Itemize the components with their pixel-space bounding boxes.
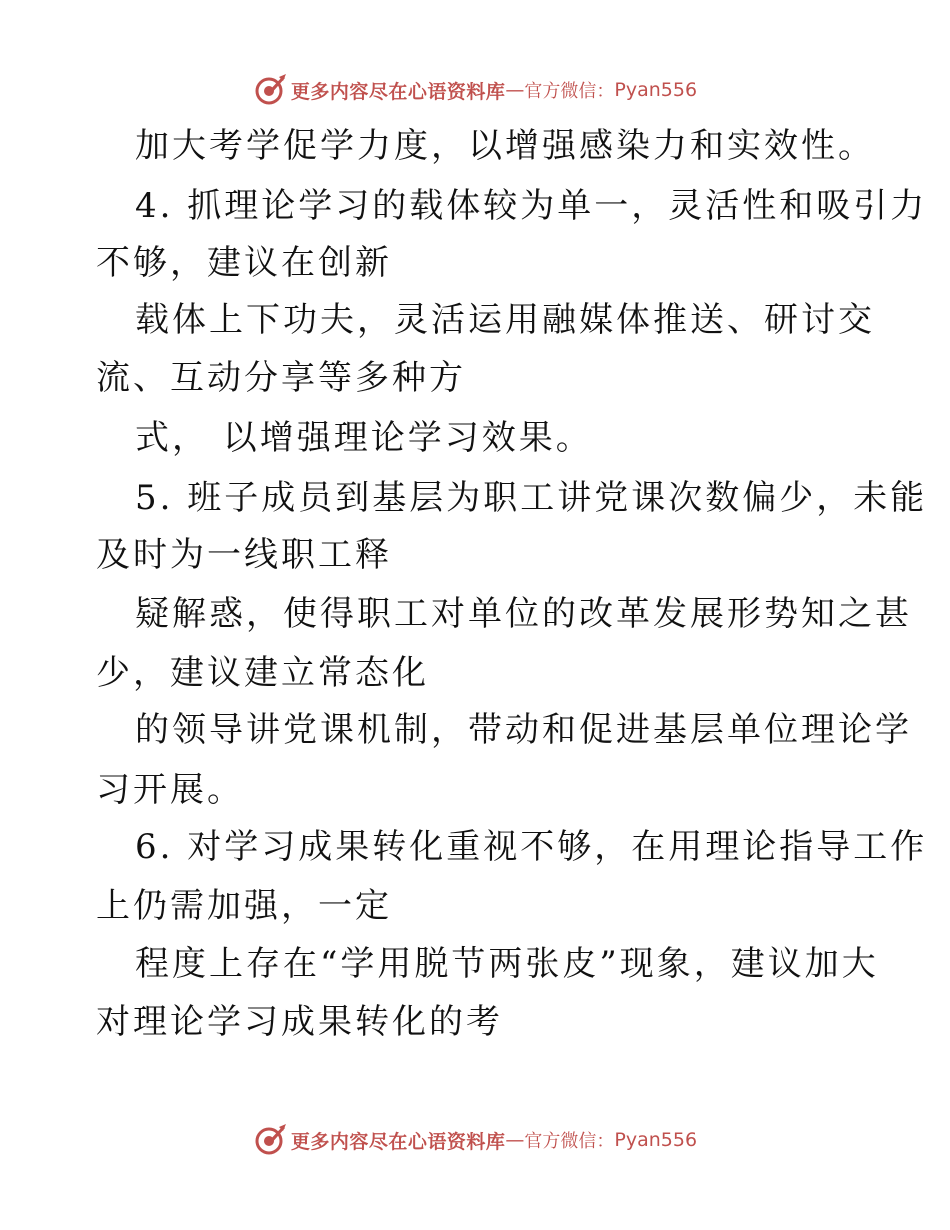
text-line: 不够，建议在创新 (96, 243, 392, 283)
text-line: 少，建议建立常态化 (96, 653, 429, 693)
quill-logo-icon (253, 73, 287, 107)
text-line: 6. 对学习成果转化重视不够，在用理论指导工作 (135, 827, 928, 867)
text-line: 程度上存在“学用脱节两张皮”现象，建议加大 (135, 944, 879, 984)
text-line: 加大考学促学力度，以增强感染力和实效性。 (135, 126, 875, 166)
banner-main-text: 更多内容尽在心语资料库 (290, 80, 506, 103)
quill-logo-icon (253, 1123, 287, 1157)
footer-watermark-banner (0, 1120, 950, 1160)
banner-wechat-label: 官方微信： (524, 1131, 615, 1152)
text-line: 4. 抓理论学习的载体较为单一，灵活性和吸引力 (135, 186, 928, 226)
text-line: 上仍需加强，一定 (96, 886, 392, 926)
text-line: 对理论学习成果转化的考 (96, 1002, 503, 1042)
text-line: 5. 班子成员到基层为职工讲党课次数偏少，未能 (135, 478, 928, 518)
text-line: 习开展。 (96, 770, 244, 810)
text-line: 疑解惑，使得职工对单位的改革发展形势知之甚 (135, 594, 912, 634)
banner-wechat-label: 官方微信： (524, 81, 615, 102)
text-line: 流、互动分享等多种方 (96, 358, 466, 398)
text-line: 式， 以增强理论学习效果。 (135, 418, 593, 458)
text-line: 的领导讲党课机制，带动和促进基层单位理论学 (135, 710, 912, 750)
banner-main-text: 更多内容尽在心语资料库 (290, 1130, 506, 1153)
header-watermark-banner (0, 70, 950, 110)
banner-wechat-id: Pyan556 (614, 79, 698, 101)
text-line: 及时为一线职工释 (96, 535, 392, 575)
text-line: 载体上下功夫，灵活运用融媒体推送、研讨交 (135, 300, 875, 340)
banner-separator: — (505, 79, 525, 101)
banner-wechat-id: Pyan556 (614, 1129, 698, 1151)
banner-separator: — (505, 1129, 525, 1151)
